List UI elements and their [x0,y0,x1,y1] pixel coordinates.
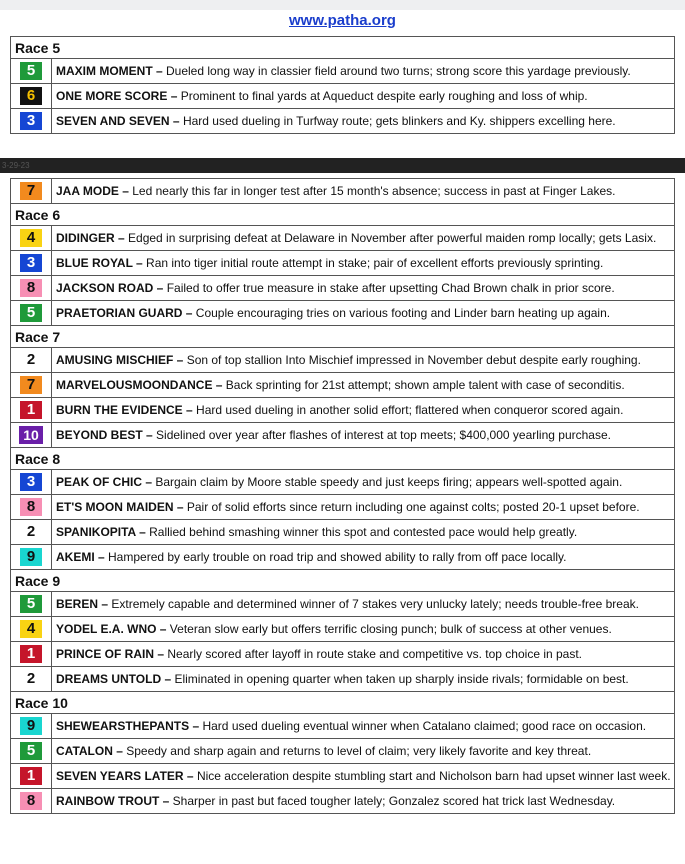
saddlecloth-number: 10 [19,426,43,444]
horse-name: BEYOND BEST [56,428,143,442]
entry-text-cell [52,84,675,109]
saddlecloth-number: 2 [20,351,42,369]
entry-row [11,642,675,667]
entry-text-cell [52,592,675,617]
separator-dash: – [112,744,127,758]
horse-comment: Edged in surprising defeat at Delaware in November after powerful maiden romp locally; gets Lasix. [128,231,657,245]
entry-text-cell [52,251,675,276]
saddlecloth-number: 2 [20,523,42,541]
separator-dash: – [98,597,112,611]
entry-row [11,251,675,276]
saddlecloth-number: 7 [20,182,42,200]
entry-text-cell [52,373,675,398]
post-number-cell [11,617,52,642]
post-number-cell [11,301,52,326]
entry-row [11,789,675,814]
horse-name: JACKSON ROAD [56,281,154,295]
race-header: Race 10 [11,692,675,714]
post-number-cell [11,642,52,667]
saddlecloth-number: 8 [20,792,42,810]
entry-row [11,495,675,520]
horse-comment: Sidelined over year after flashes of interest at top meets; $400,000 yearling purchase. [156,428,611,442]
horse-name: BLUE ROYAL [56,256,133,270]
post-number-cell [11,764,52,789]
horse-name: AMUSING MISCHIEF [56,353,174,367]
horse-name: CATALON [56,744,113,758]
separator-dash: – [212,378,226,392]
entry-text-cell [52,423,675,448]
post-number-cell [11,714,52,739]
separator-dash: – [167,89,181,103]
horse-name: ET'S MOON MAIDEN [56,500,174,514]
entry-row [11,84,675,109]
race-header: Race 7 [11,326,675,348]
horse-comment: Sharper in past but faced tougher lately; Gonzalez scored hat trick last Wednesday. [172,794,616,808]
entry-row [11,739,675,764]
horse-comment: Nearly scored after layoff in route stake and competitive vs. top choice in past. [167,647,583,661]
horse-comment: Dueled long way in classier field around two turns; strong score this yardage previously. [166,64,631,78]
saddlecloth-number: 3 [20,112,42,130]
post-number-cell [11,109,52,134]
horse-comment: Hard used dueling in Turfway route; gets blinkers and Ky. shippers excelling here. [182,114,616,128]
post-number-cell [11,592,52,617]
saddlecloth-number: 5 [20,595,42,613]
entry-text-cell [52,226,675,251]
site-link[interactable]: www.patha.org [289,12,396,29]
horse-comment: Extremely capable and determined winner of 7 stakes very unlucky lately; needs trouble-free break. [111,597,639,611]
separator-dash: – [152,64,166,78]
entry-row [11,398,675,423]
saddlecloth-number: 4 [20,620,42,638]
separator-dash: – [135,525,150,539]
separator-dash: – [173,500,187,514]
post-number-cell [11,84,52,109]
separator-dash: – [118,184,133,198]
post-number-cell [11,276,52,301]
horse-comment: Led nearly this far in longer test after 15 month's absence; success in past at Finger Lakes. [132,184,616,198]
horse-comment: Bargain claim by Moore stable speedy and just keeps firing; appears well-spotted again. [155,475,623,489]
saddlecloth-number: 9 [20,717,42,735]
page-break-band: 3-29-23 [0,158,685,173]
entry-text-cell [52,470,675,495]
horse-name: DIDINGER [56,231,115,245]
saddlecloth-number: 9 [20,548,42,566]
race-header-row [11,37,675,59]
entry-row [11,545,675,570]
entry-text-cell [52,348,675,373]
entry-text-cell [52,520,675,545]
horse-name: PRAETORIAN GUARD [56,306,183,320]
post-number-cell [11,179,52,204]
post-number-cell [11,423,52,448]
saddlecloth-number: 1 [20,645,42,663]
saddlecloth-number: 8 [20,498,42,516]
separator-dash: – [142,428,157,442]
saddlecloth-number: 3 [20,473,42,491]
entry-text-cell [52,642,675,667]
separator-dash: – [142,475,156,489]
saddlecloth-number: 6 [20,87,42,105]
separator-dash: – [182,403,197,417]
horse-name: BURN THE EVIDENCE [56,403,183,417]
post-number-cell [11,739,52,764]
entry-row [11,276,675,301]
entry-row [11,617,675,642]
horse-comment: Rallied behind smashing winner this spot and contested pace would help greatly. [149,525,578,539]
separator-dash: – [173,353,187,367]
separator-dash: – [114,231,129,245]
saddlecloth-number: 5 [20,62,42,80]
race-header-row [11,692,675,714]
race-header-row [11,204,675,226]
horse-comment: Nice acceleration despite stumbling start and Nicholson barn had upset winner last week. [196,769,671,783]
horse-name: DREAMS UNTOLD [56,672,162,686]
post-number-cell [11,520,52,545]
entry-text-cell [52,398,675,423]
entry-row [11,179,675,204]
horse-name: SEVEN AND SEVEN [56,114,170,128]
entry-row [11,301,675,326]
entry-text-cell [52,714,675,739]
horse-name: YODEL E.A. WNO [56,622,157,636]
post-number-cell [11,545,52,570]
post-number-cell [11,373,52,398]
race-header-row [11,326,675,348]
race-header-row [11,570,675,592]
saddlecloth-number: 5 [20,742,42,760]
separator-dash: – [159,794,173,808]
entry-text-cell [52,179,675,204]
separator-dash: – [182,306,196,320]
post-number-cell [11,59,52,84]
horse-comment: Back sprinting for 21st attempt; shown ample talent with case of seconditis. [225,378,625,392]
separator-dash: – [156,622,170,636]
entry-text-cell [52,109,675,134]
horse-comment: Eliminated in opening quarter when taken up sharply inside rivals; formidable on best. [174,672,629,686]
horse-name: SEVEN YEARS LATER [56,769,184,783]
entry-row [11,373,675,398]
horse-comment: Son of top stallion Into Mischief impressed in November debut despite early roughing. [186,353,641,367]
entry-text-cell [52,495,675,520]
horse-name: SPANIKOPITA [56,525,136,539]
entry-text-cell [52,276,675,301]
entry-row [11,764,675,789]
entry-text-cell [52,789,675,814]
top-bar [0,0,685,10]
race-header: Race 8 [11,448,675,470]
entry-text-cell [52,667,675,692]
entry-row [11,520,675,545]
post-number-cell [11,470,52,495]
entry-text-cell [52,617,675,642]
horse-comment: Veteran slow early but offers terrific closing punch; bulk of success at other venues. [169,622,612,636]
horse-comment: Hampered by early trouble on road trip and showed ability to rally from off pace locally. [108,550,567,564]
entry-row [11,348,675,373]
saddlecloth-number: 2 [20,670,42,688]
post-number-cell [11,789,52,814]
saddlecloth-number: 7 [20,376,42,394]
post-number-cell [11,226,52,251]
saddlecloth-number: 8 [20,279,42,297]
horse-comment: Ran into tiger initial route attempt in stake; pair of excellent efforts previously sprinting. [146,256,604,270]
post-number-cell [11,398,52,423]
horse-name: JAA MODE [56,184,119,198]
separator-dash: – [132,256,147,270]
entry-text-cell [52,764,675,789]
entry-row [11,470,675,495]
horse-comment: Prominent to final yards at Aqueduct despite early roughing and loss of whip. [180,89,588,103]
entry-row [11,667,675,692]
horse-name: PRINCE OF RAIN [56,647,155,661]
separator-dash: – [154,647,168,661]
entry-text-cell [52,545,675,570]
selections-table-top [10,36,675,134]
entry-row [11,592,675,617]
horse-comment: Pair of solid efforts since return including one against colts; posted 20-1 upset before. [186,500,640,514]
separator-dash: – [161,672,175,686]
horse-name: RAINBOW TROUT [56,794,160,808]
horse-comment: Failed to offer true measure in stake after upsetting Chad Brown chalk in prior score. [166,281,615,295]
entry-row [11,423,675,448]
saddlecloth-number: 1 [20,767,42,785]
separator-dash: – [153,281,167,295]
selections-table-bottom [10,178,675,814]
race-header: Race 6 [11,204,675,226]
separator-dash: – [169,114,183,128]
separator-dash: – [189,719,203,733]
post-number-cell [11,348,52,373]
horse-name: PEAK OF CHIC [56,475,143,489]
race-header: Race 9 [11,570,675,592]
entry-text-cell [52,739,675,764]
horse-comment: Speedy and sharp again and returns to level of claim; very likely favorite and key threat. [126,744,592,758]
separator-dash: – [183,769,197,783]
horse-comment: Couple encouraging tries on various footing and Linder barn heating up again. [195,306,611,320]
entry-row [11,109,675,134]
horse-name: AKEMI [56,550,95,564]
horse-name: ONE MORE SCORE [56,89,168,103]
post-number-cell [11,251,52,276]
horse-name: MARVELOUSMOONDANCE [56,378,213,392]
entry-text-cell [52,301,675,326]
separator-dash: – [94,550,109,564]
race-header-row [11,448,675,470]
post-number-cell [11,495,52,520]
entry-row [11,59,675,84]
horse-comment: Hard used dueling eventual winner when Catalano claimed; good race on occasion. [202,719,647,733]
horse-name: BEREN [56,597,99,611]
saddlecloth-number: 5 [20,304,42,322]
saddlecloth-number: 3 [20,254,42,272]
horse-name: SHEWEARSTHEPANTS [56,719,190,733]
horse-comment: Hard used dueling in another solid effort; flattered when conqueror scored again. [196,403,624,417]
horse-name: MAXIM MOMENT [56,64,153,78]
entry-row [11,714,675,739]
race-header: Race 5 [11,37,675,59]
saddlecloth-number: 4 [20,229,42,247]
entry-text-cell [52,59,675,84]
post-number-cell [11,667,52,692]
saddlecloth-number: 1 [20,401,42,419]
entry-row [11,226,675,251]
